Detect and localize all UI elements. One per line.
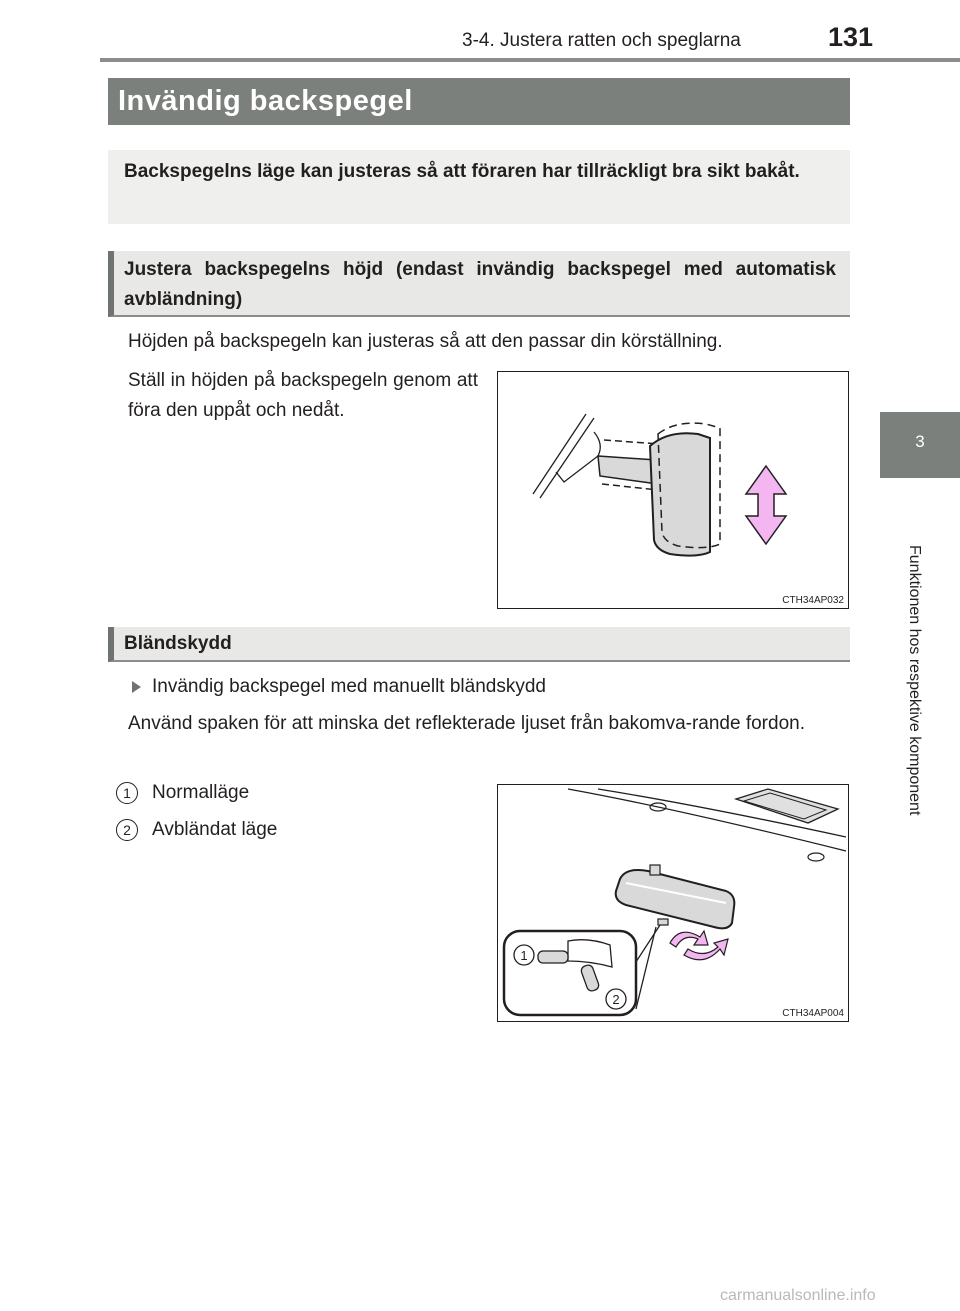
- mirror-mount: [556, 432, 600, 482]
- page-number: 131: [828, 22, 874, 52]
- intro-text: Backspegelns läge kan justeras så att föraren har tillräckligt bra sikt bakåt.: [124, 161, 800, 182]
- mirror-stem-lowered: [602, 484, 658, 490]
- windshield-line: [540, 418, 594, 498]
- callout-1-label: 1: [520, 948, 528, 963]
- antiglare-section-heading: Bländskydd: [124, 633, 232, 654]
- mirror-stem: [598, 456, 658, 484]
- antiglare-lever: [658, 919, 668, 925]
- up-down-arrow-icon: [746, 466, 786, 544]
- windshield-line: [533, 414, 586, 494]
- page-title: Invändig backspegel: [118, 85, 413, 117]
- bullet-arrow-icon: [132, 681, 141, 693]
- chapter-number: 3: [915, 432, 925, 451]
- figure-code: CTH34AP032: [782, 595, 844, 606]
- ceiling-clip: [808, 853, 824, 861]
- antiglare-figure: [497, 784, 849, 1022]
- mirror-height-illustration: [498, 372, 848, 608]
- header-divider: [100, 58, 960, 62]
- height-section-heading: Justera backspegelns höjd (endast invändig backspegel med automatisk avbländning): [124, 259, 836, 310]
- figure-code: CTH34AP004: [782, 1008, 844, 1019]
- height-paragraph-1: Höjden på backspegeln kan justeras så att den passar din körställning.: [128, 331, 723, 352]
- mirror-mount: [650, 865, 660, 875]
- antiglare-paragraph: Använd spaken för att minska det reflekterade ljuset från bakomva-rande fordon.: [128, 713, 805, 734]
- sunroof: [736, 789, 838, 823]
- rotate-arrow-icon: [670, 931, 708, 947]
- antiglare-illustration: [498, 785, 848, 1021]
- chapter-title: Funktionen hos respektive komponent: [906, 545, 923, 816]
- lever-position-1: [538, 951, 568, 963]
- callout-line: [634, 925, 660, 965]
- watermark: carmanualsonline.info: [720, 1287, 876, 1304]
- antiglare-bullet: Invändig backspegel med manuellt bländskydd: [152, 676, 546, 697]
- header-section-title: 3-4. Justera ratten och speglarna: [462, 30, 741, 51]
- item-number-1: 1: [116, 782, 138, 804]
- item-label-dimmed: Avbländat läge: [152, 819, 278, 840]
- callout-2-label: 2: [612, 992, 620, 1007]
- mirror-body: [616, 870, 735, 928]
- height-paragraph-2: Ställ in höjden på backspegeln genom att föra den uppåt och nedåt.: [128, 370, 478, 421]
- callout-line: [636, 927, 656, 1009]
- item-label-normal: Normalläge: [152, 782, 250, 803]
- item-number-2: 2: [116, 819, 138, 841]
- mirror-height-figure: [497, 371, 849, 609]
